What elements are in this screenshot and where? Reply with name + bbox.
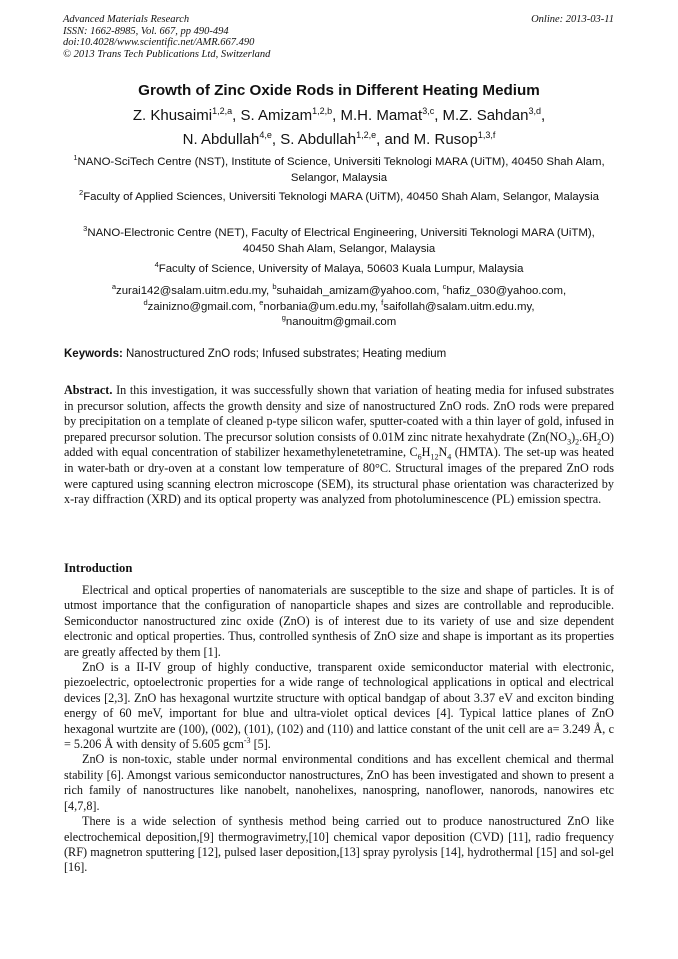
author-line-2 [0, 128, 678, 152]
subscript: 2 [597, 437, 602, 447]
author-separator: , [232, 107, 241, 124]
author-separator: , [332, 107, 341, 124]
affiliation-2 [70, 190, 608, 206]
issn-line: ISSN: 1662-8985, Vol. 667, pp 490-494 [63, 25, 229, 37]
paper-title: Growth of Zinc Oxide Rods in Different Heating Medium [138, 82, 540, 99]
paragraph-text: ZnO is a II-IV group of highly conductive, transparent oxide semiconductor material with electronic, piezoelectric, optoelectronic properties for a wide range of technological applications in optical and electrical devices [2,3]. ZnO has hexagonal wurtzite structure with optical bandgap of about 3.37 eV and exciton binding energy of 60 meV, important for blue and ultra-violet optical devices [4]. Typical lattice planes of ZnO hexagonal wurtzite are (100), (002), (101), (102) and (110) and lattice constant of the unit cell are a= 3.249 Å, c = 5.206 Å with density of 5.605 gcm [64, 660, 614, 752]
paragraph [64, 660, 614, 752]
author-separator: , [271, 131, 281, 148]
affiliation-num: 1 [73, 153, 78, 163]
abstract-text: In this investigation, it was successfully shown that variation of heating media for infused substrates in precursor solution, affects the growth density and size of nanostructured ZnO rods. ZnO rods were prepared by precipitation on a template of cleaned p-type silicon wafer, sputter-coated with a thin layer of gold, infused in prepared precursor solution. The precursor solution consists of 0.01M zinc nitrate hexahydrate (Zn(NO [64, 383, 614, 444]
abstract-text: .6H [579, 429, 598, 444]
paragraph: Electrical and optical properties of nanomaterials are susceptible to the size and shape of particles. It is of utmost importance that the configuration of nanoparticle shapes and sizes are controllable and reproducible. Semiconductor nanostructured zinc oxide (ZnO) is of interest due to its variety of use and size dependent electronic and optical properties. Thus, controlled synthesis of ZnO size and shape is important as its properties are greatly affected by them [1]. [64, 583, 614, 659]
author-line-1 [0, 104, 678, 128]
email-sup: d [143, 297, 148, 307]
abstract [64, 383, 614, 508]
paragraph: There is a wide selection of synthesis method being carried out to produce nanostructured ZnO like electrochemical deposition,[9] thermogravimetry,[10] chemical vapor deposition (CVD) [11], radio frequency (RF) magnetron sputtering [12], pulsed laser deposition,[13] spray pyrolysis [14], hydrothermal [15] and sol-gel [16]. [64, 814, 614, 875]
email-link[interactable]: norbania@um.edu.my, [263, 300, 382, 313]
author-name: N. Abdullah [182, 131, 260, 148]
paragraph: ZnO is non-toxic, stable under normal environmental conditions and has excellent chemical and thermal stability [6]. Amongst various semiconductor nanostructures, ZnO has been investigated and shown to present a rich family of nanostructures like nanobelt, nanohelixes, nanospring, nanoflower, nanorods, nanowires etc [4,7,8]. [64, 752, 614, 813]
abstract-text: N [438, 445, 448, 460]
keywords-label: Keywords: [64, 348, 123, 360]
author-sup: 1,2,b [312, 106, 333, 116]
subscript: 4 [447, 452, 452, 462]
keywords [64, 348, 446, 360]
online-date: Online: 2013-03-11 [531, 14, 614, 25]
email-line-3 [60, 315, 618, 331]
subscript: 3 [567, 437, 572, 447]
affiliation-text: NANO-Electronic Centre (NET), Faculty of Electrical Engineering, Universiti Teknologi MARA (UiTM), 40450 Shah Alam, Selangor, Malaysia [87, 227, 595, 255]
affiliation-3 [70, 226, 608, 257]
abstract-text: O) added with equal concentration of stabilizer hexamethylenetetramine, C [64, 429, 614, 460]
email-link[interactable]: zainizno@gmail.com, [147, 300, 260, 313]
affiliation-text: Faculty of Applied Sciences, Universiti Teknologi MARA (UiTM), 40450 Shah Alam, Selangor, Malaysia [83, 191, 599, 203]
abstract-text: (HMTA). The set-up was heated in water-bath or dry-oven at a constant low temperature of 80°C. Structural images of the prepared ZnO rods were captured using scanning electron microscope (SEM), its structural phase orientation was characterized by x-ray diffraction (XRD) and its optical property was analyzed from photoluminescence (PL) emission spectra. [64, 445, 615, 507]
email-link[interactable]: nanouitm@gmail.com [285, 316, 397, 328]
section-heading-introduction: Introduction [64, 561, 133, 575]
author-sup: 3,c [422, 106, 435, 116]
author-sup: 1,2,a [212, 106, 233, 116]
introduction-body [64, 583, 614, 876]
author-name: S. Amizam [240, 107, 313, 124]
journal-header [63, 14, 270, 60]
author-sup: 3,d [528, 106, 541, 116]
author-sup: 1,2,e [356, 130, 377, 140]
author-name: M.Z. Sahdan [442, 107, 529, 124]
abstract-text: ) [571, 429, 576, 444]
doi-line: doi:10.4028/www.scientific.net/AMR.667.490 [63, 37, 255, 48]
journal-name: Advanced Materials Research [63, 14, 190, 25]
author-separator: , [434, 107, 443, 124]
author-name: S. Abdullah [280, 131, 357, 148]
affiliation-num: 4 [154, 260, 159, 270]
author-sup: 1,3,f [477, 130, 496, 140]
author-name: M. Rusop [413, 131, 478, 148]
affiliation-text: Faculty of Science, University of Malaya, 50603 Kuala Lumpur, Malaysia [158, 263, 524, 275]
author-list [0, 104, 678, 152]
affiliation-4 [70, 262, 608, 278]
abstract-label: Abstract. [64, 383, 113, 397]
affiliation-text: NANO-SciTech Centre (NST), Institute of Science, Universiti Teknologi MARA (UiTM), 40450 Shah Alam, Selangor, Malaysia [77, 156, 605, 184]
email-link[interactable]: zurai142@salam.uitm.edu.my, [116, 285, 273, 297]
email-sup: a [111, 282, 116, 292]
affiliation-1 [70, 155, 608, 186]
email-sup: g [281, 313, 286, 323]
paragraph-text: [5]. [250, 737, 271, 752]
author-separator: , and [376, 131, 414, 148]
email-sup: f [381, 297, 384, 307]
author-name: M.H. Mamat [340, 107, 423, 124]
email-sup: b [272, 282, 277, 292]
author-name: Z. Khusaimi [132, 107, 213, 124]
author-sup: 4,e [259, 130, 272, 140]
subscript: 2 [575, 437, 580, 447]
copyright-line: © 2013 Trans Tech Publications Ltd, Switzerland [63, 48, 271, 60]
email-link[interactable]: suhaidah_amizam@yahoo.com, [276, 285, 443, 297]
email-sup: c [442, 282, 447, 292]
email-sup: e [259, 297, 264, 307]
affiliation-num: 2 [79, 188, 84, 198]
email-line-2 [60, 297, 618, 316]
superscript: -3 [243, 736, 251, 745]
email-link[interactable]: hafiz_030@yahoo.com, [446, 285, 567, 297]
email-block [60, 284, 618, 331]
author-separator: , [540, 107, 546, 124]
affiliation-num: 3 [83, 224, 88, 234]
keywords-text: Nanostructured ZnO rods; Infused substrates; Heating medium [122, 348, 447, 360]
email-link[interactable]: saifollah@salam.uitm.edu.my, [383, 300, 535, 313]
subscript: 12 [430, 452, 439, 462]
abstract-text: H [421, 445, 431, 460]
subscript: 6 [417, 452, 422, 462]
